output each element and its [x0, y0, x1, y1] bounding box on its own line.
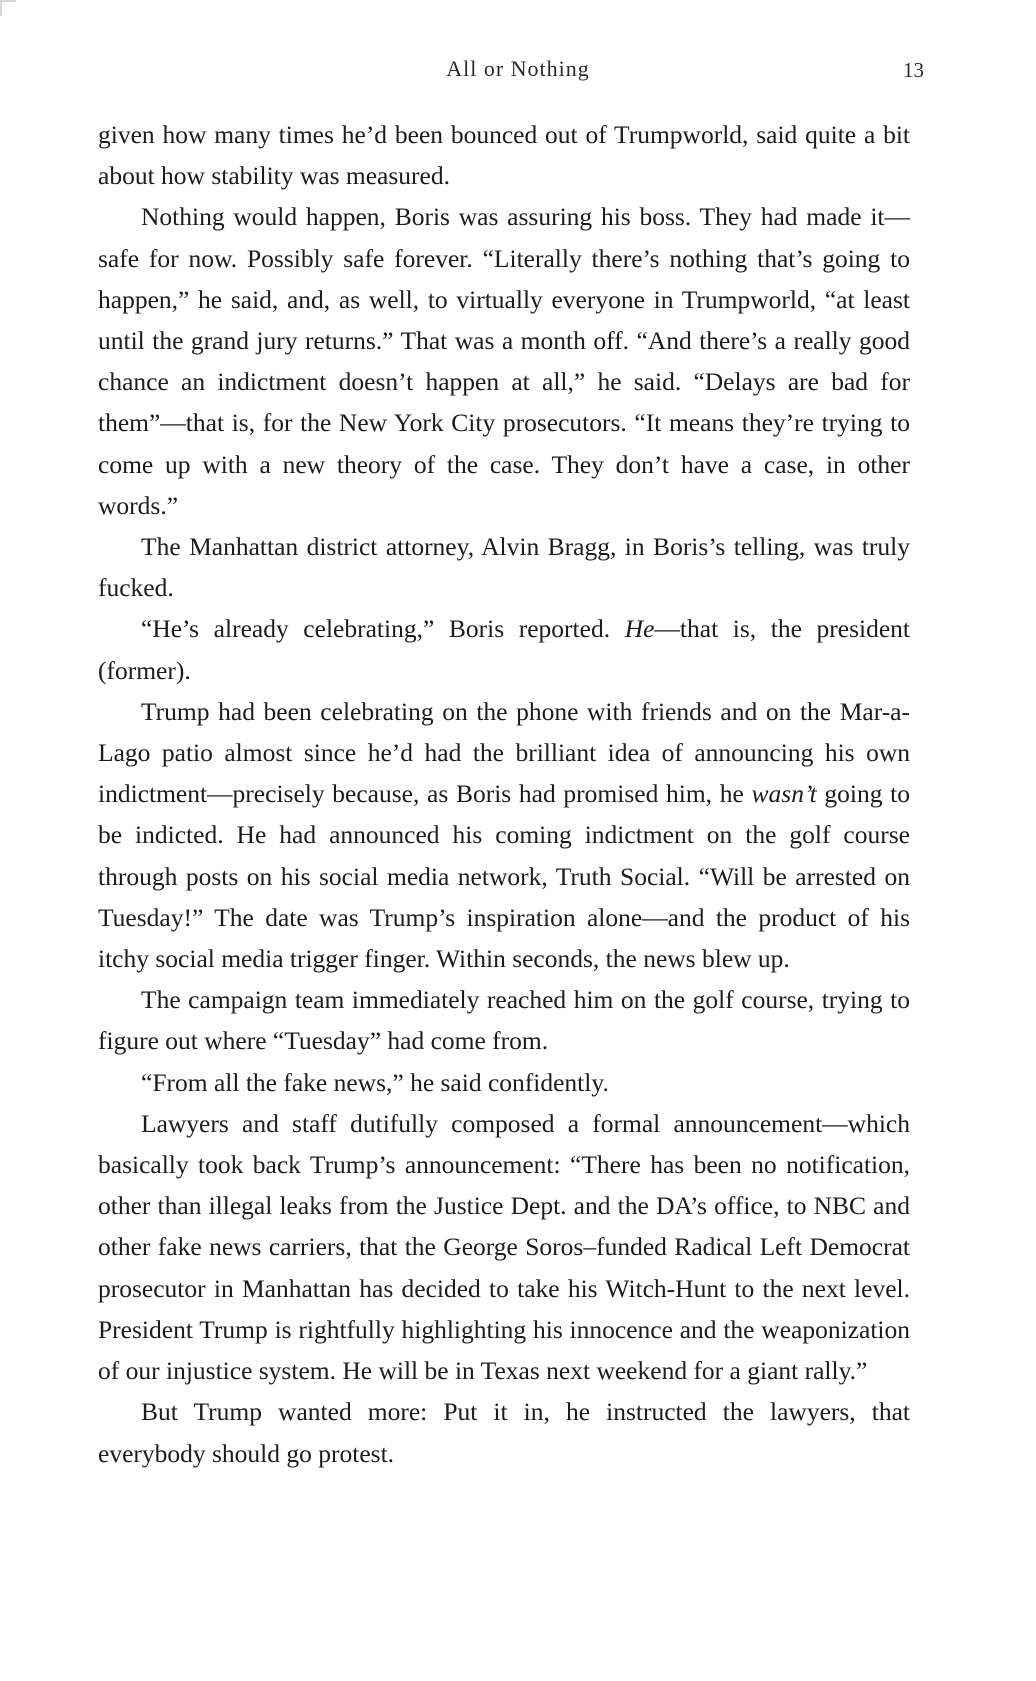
paragraph-text: Lawyers and staff dutifully composed a formal announcement—which basically took back Trump’s announcement: “There has been no notification, other than illegal leaks from the Justice Dept. and the DA’s office, to NBC and other fake news carriers, that the George Soros–funded Radical Left Democrat prosecutor in Manhattan has decided to take his Witch-Hunt to the next level. President Trump is rightfully highlighting his innocence and the weaponization of our injustice system. He will be in Texas next weekend for a giant rally.” [98, 1108, 910, 1386]
paragraph [98, 196, 910, 526]
paragraph [98, 114, 910, 196]
paragraph-text: Nothing would happen, Boris was assuring his boss. They had made it—safe for now. Possibly safe forever. “Literally there’s nothing that’s going to happen,” he said, and, as well, to virtually everyone in Trumpworld, “at least until the grand jury returns.” That was a month off. “And there’s a really good chance an indictment doesn’t happen at all,” he said. “Delays are bad for them”—that is, for the New York City prosecutors. “It means they’re trying to come up with a new theory of the case. They don’t have a case, in other words.” [98, 202, 910, 520]
scan-edge-mark [0, 0, 16, 16]
italic-text: wasn’t [751, 779, 817, 809]
italic-text: He [624, 614, 655, 644]
paragraph-text: Trump had been celebrating on the phone with friends and on the Mar-a-Lago patio almost since he’d had the brilliant idea of announcing his own indictment—precisely because, as Boris had promised him, he [98, 696, 910, 809]
paragraph-text: “From all the fake news,” he said confidently. [141, 1067, 609, 1097]
paragraph-text: The campaign team immediately reached him on the golf course, trying to figure out where “Tuesday” had come from. [98, 985, 910, 1056]
paragraph [98, 526, 910, 608]
body-text [98, 114, 910, 1474]
paragraph-text: going to be indicted. He had announced his coming indictment on the golf course through posts on his social media network, Truth Social. “Will be arrested on Tuesday!” The date was Trump’s inspiration alone—and the product of his itchy social media trigger finger. Within seconds, the news blew up. [98, 779, 910, 974]
running-head-title: All or Nothing [446, 56, 590, 81]
paragraph [98, 1103, 910, 1391]
page-number: 13 [903, 58, 924, 82]
paragraph [98, 1062, 910, 1103]
paragraph-text: given how many times he’d been bounced out of Trumpworld, said quite a bit about how stability was measured. [98, 120, 910, 191]
paragraph [98, 608, 910, 690]
paragraph-text: —that is, the president (former). [98, 614, 910, 685]
paragraph-text: “He’s already celebrating,” Boris reported. [141, 614, 625, 644]
paragraph [98, 691, 910, 979]
paragraph-text: The Manhattan district attorney, Alvin Bragg, in Boris’s telling, was truly fucked. [98, 532, 910, 603]
paragraph-text: But Trump wanted more: Put it in, he instructed the lawyers, that everybody should go protest. [98, 1397, 910, 1468]
paragraph [98, 979, 910, 1061]
paragraph [98, 1391, 910, 1473]
